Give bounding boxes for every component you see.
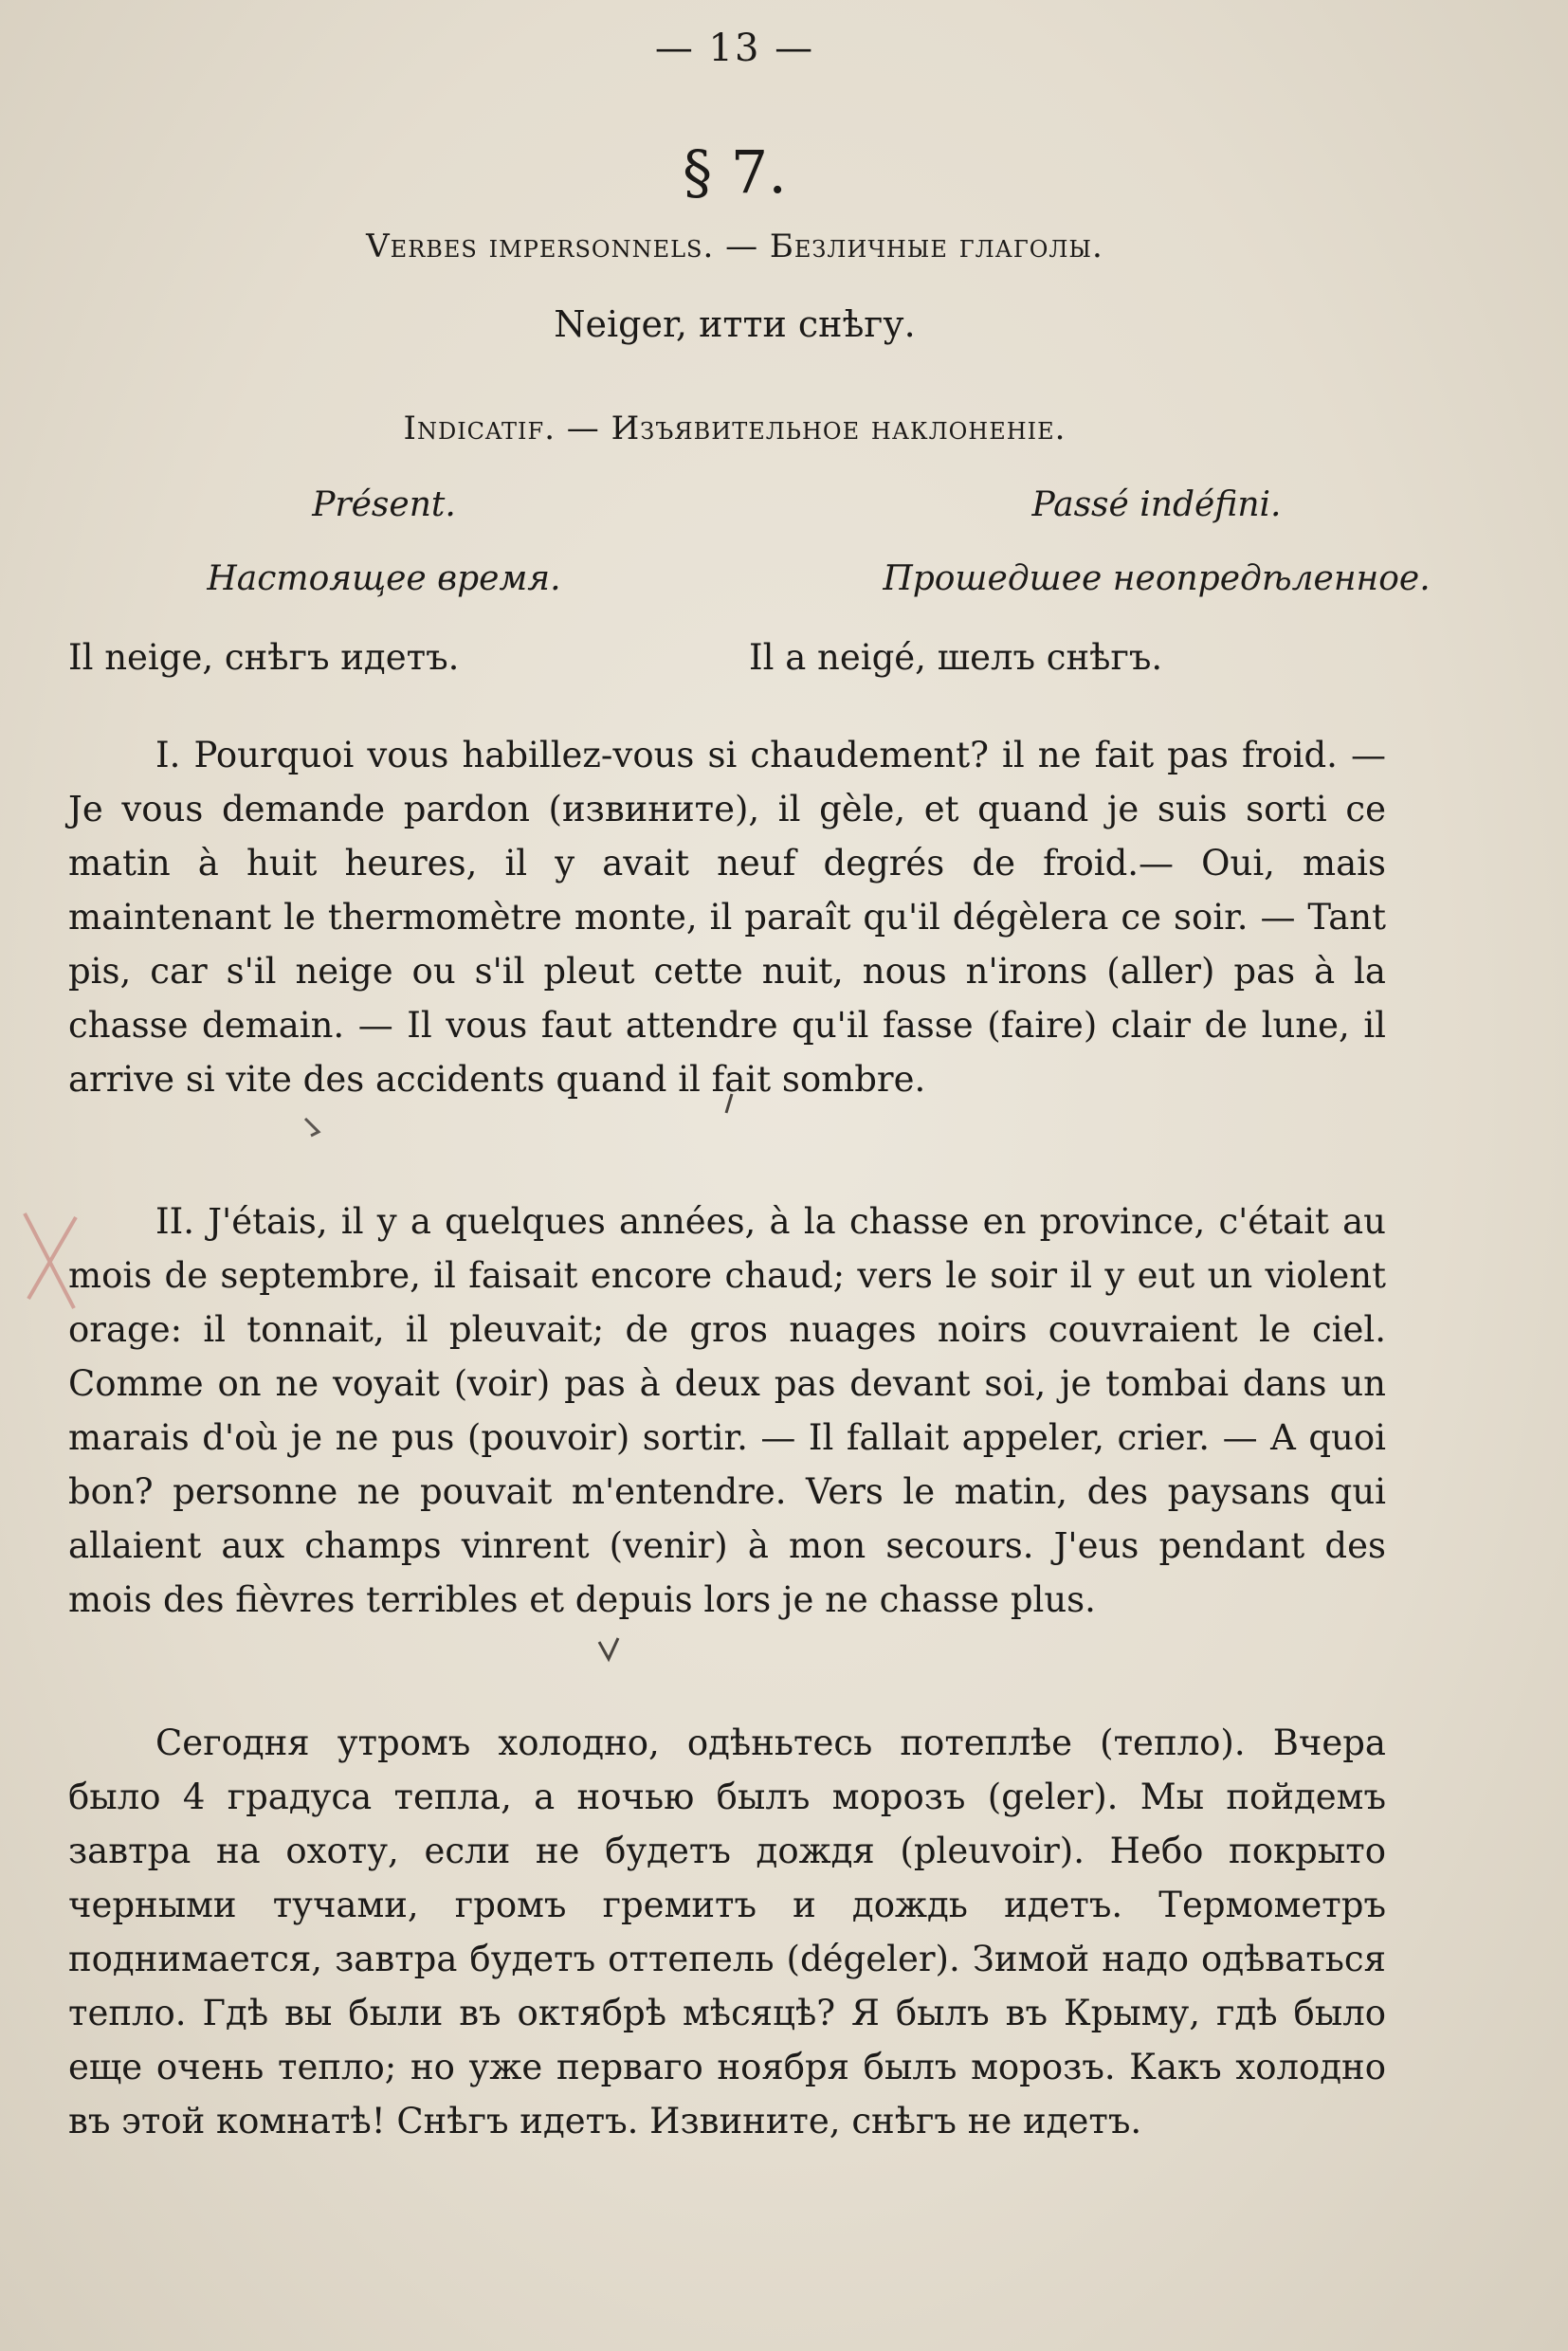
exercise-one: I. Pourquoi vous habillez-vous si chaudement? il ne fait pas froid. — Je vous demande pardon (извините), il gèle, et quand je suis sorti ce matin à huit heures, il y avait neuf degrés de froid.— Oui, mais maintenant le thermomètre monte, il paraît qu'il dégèlera ce soir. — Tant pis, car s'il neige ou s'il pleut cette nuit, nous n'irons (aller) pas à la chasse demain. — Il vous faut attendre qu'il fasse (faire) clair de lune, il arrive si vite des accidents quand il fait sombre. [68, 735, 1386, 1100]
exercise-two: II. J'étais, il y a quelques années, à la chasse en province, c'était au mois de septembre, il faisait encore chaud; vers le soir il y eut un violent orage: il tonnait, il pleuvait; de gros nuages noirs couvraient le ciel. Comme on ne voyait (voir) pas à deux pas devant soi, je tombai dans un marais d'où je ne pus (pouvoir) sortir. — Il fallait appeler, crier. — A quoi bon? personne ne pouvait m'entendre. Vers le matin, des paysans qui allaient aux champs vinrent (venir) à mon secours. J'eus pendant des mois des fièvres terribles et depuis lors je ne chasse plus. [68, 1201, 1386, 1620]
verb-subheading: Neiger, итти снѣгу. [554, 303, 916, 345]
past-tense-label: Passé indéfini. [1031, 485, 1282, 524]
pencil-tick-mark [595, 1631, 633, 1678]
present-tense-label: Présent. [312, 485, 456, 524]
past-example: Il a neigé, шелъ снѣгъ. [749, 637, 1163, 678]
present-tense-russian: Настоящее время. [207, 559, 561, 598]
mood-heading: Indicatif. — Изъявительное наклоненіе. [403, 410, 1067, 447]
present-example: Il neige, снѣгъ идетъ. [68, 637, 460, 678]
page-number: — 13 — [654, 27, 815, 70]
section-heading: Verbes impersonnels. — Безличные глаголы. [366, 228, 1103, 265]
section-number: § 7. [683, 137, 787, 207]
russian-exercise: Сегодня утромъ холодно, одѣньтесь потеплѣе (тепло). Вчера было 4 градуса тепла, а ночью былъ морозъ (geler). Мы пойдемъ завтра на охоту, если не будетъ дождя (pleuvoir). Небо покрыто черными тучами, громъ гремитъ и дождь идетъ. Термометръ поднимается, завтра будетъ оттепель (dégeler). Зимой надо одѣваться тепло. Гдѣ вы были въ октябрѣ мѣсяцѣ? Я былъ въ Крыму, гдѣ было еще очень тепло; но уже перваго ноября былъ морозъ. Какъ холодно въ этой комнатѣ! Снѣгъ идетъ. Извините, снѣгъ не идетъ. [68, 1722, 1386, 2141]
past-tense-russian: Прошедшее неопредѣленное. [883, 559, 1431, 598]
pencil-check-mark [301, 1111, 339, 1139]
